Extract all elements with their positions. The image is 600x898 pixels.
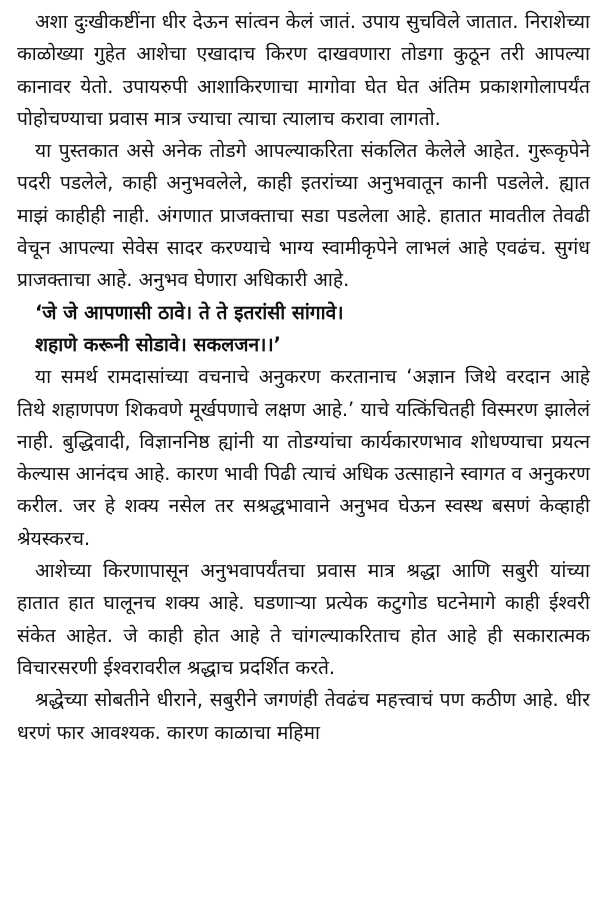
ramdas-verse — [17, 297, 590, 362]
paragraph-faith-patience: आशेच्या किरणापासून अनुभवापर्यंतचा प्रवास मात्र श्रद्धा आणि सबुरी यांच्या हातात हात घालूनच शक्य आहे. घडणाऱ्या प्रत्येक कटुगोड घटनेमागे काही ईश्वरी संकेत आहेत. जे काही होत आहे ते चांगल्याकरिताच होत आहे ही सकारात्मक विचारसरणी ईश्वरावरील श्रद्धाच प्रदर्शित करते. — [17, 559, 590, 679]
paragraph-samarth-ramdas: या समर्थ रामदासांच्या वचनाचे अनुकरण करतानाच ‘अज्ञान जिथे वरदान आहे तिथे शहाणपण शिकवणे मूर्खपणाचे लक्षण आहे.’ याचे यत्किंचितही विस्मरण झालेलं नाही. बुद्धिवादी, विज्ञाननिष्ठ ह्यांनी या तोडग्यांचा कार्यकारणभाव शोधण्याचा प्रयत्न केल्यास आनंदच आहे. कारण भावी पिढी त्याचं अधिक उत्साहाने स्वागत व अनुकरण करील. जर हे शक्य नसेल तर सश्रद्धभावाने अनुभव घेऊन स्वस्थ बसणं केव्हाही श्रेयस्करच. — [17, 365, 590, 550]
verse-line-2: शहाणे करूनी सोडावे। सकलजन।।’ — [35, 332, 281, 356]
paragraph-living-with-faith: श्रद्धेच्या सोबतीने धीराने, सबुरीने जगणंही तेवढंच महत्त्वाचं पण कठीण आहे. धीर धरणं फार आवश्यक. कारण काळाचा महिमा — [17, 688, 590, 744]
verse-line-1: ‘जे जे आपणासी ठावे। ते ते इतरांसी सांगावे। — [35, 300, 344, 324]
paragraph-consolation: अशा दुःखीकष्टींना धीर देऊन सांत्वन केलं जातं. उपाय सुचविले जातात. निराशेच्या काळोख्या गुहेत आशेचा एखादाच किरण दाखवणारा तोडगा कुठून तरी आपल्या कानावर येतो. उपायरुपी आशाकिरणाचा मागोवा घेत घेत अंतिम प्रकाशगोलापर्यंत पोहोचण्याचा प्रवास मात्र ज्याचा त्याचा त्यालाच करावा लागतो. — [17, 10, 590, 130]
paragraph-book-remedies: या पुस्तकात असे अनेक तोडगे आपल्याकरिता संकलित केलेले आहेत. गुरूकृपेने पदरी पडलेले, काही अनुभवलेले, काही इतरांच्या अनुभवातून कानी पडलेले. ह्यात माझं काहीही नाही. अंगणात प्राजक्ताचा सडा पडलेला आहे. हातात मावतील तेवढी वेचून आपल्या सेवेस सादर करण्याचे भाग्य स्वामीकृपेने लाभलं आहे एवढंच. सुगंध प्राजक्ताचा आहे. अनुभव घेणारा अधिकारी आहे. — [17, 139, 590, 292]
